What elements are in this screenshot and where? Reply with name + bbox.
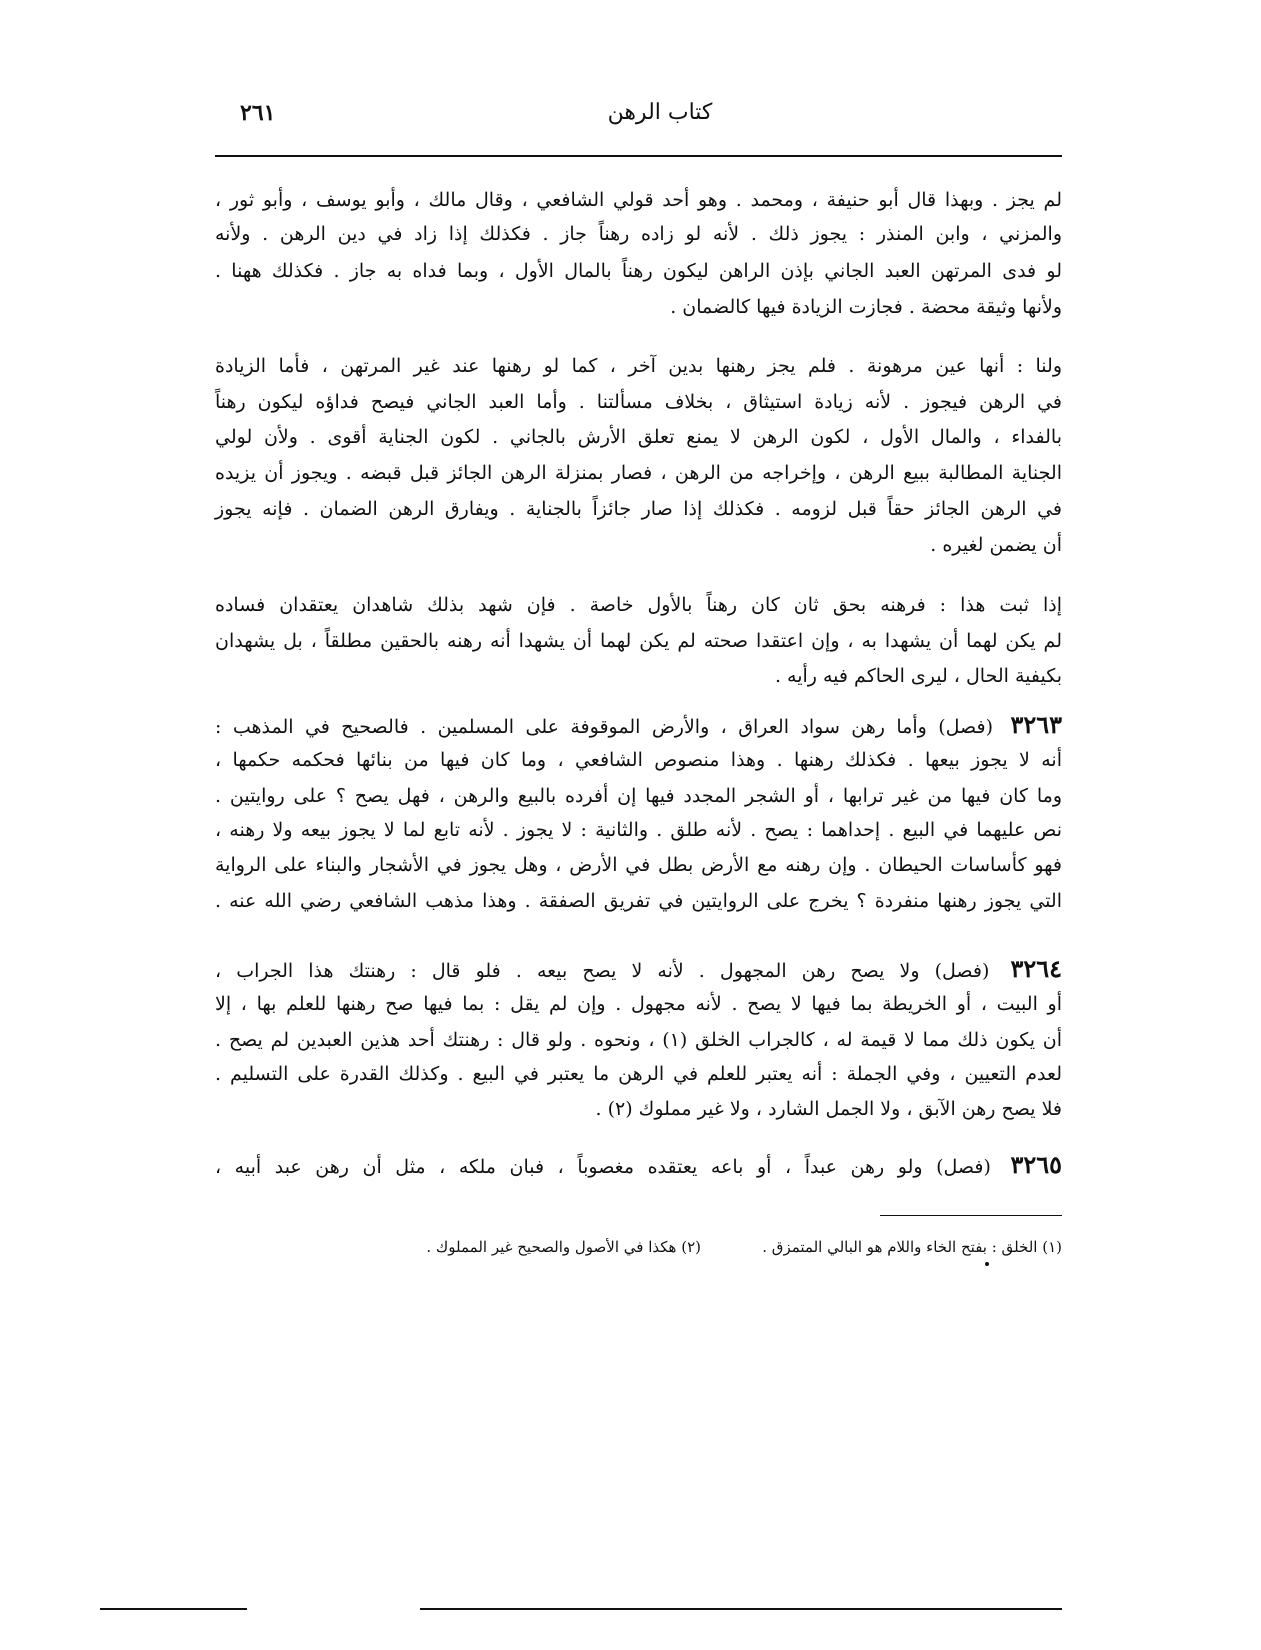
- bottom-rule-left: [100, 1608, 247, 1610]
- footnote-1: (١) الخلق : بفتح الخاء واللام هو البالي المتمزق .: [762, 1238, 1062, 1256]
- footnote-2: (٢) هكذا في الأصول والصحيح غير المملوك .: [426, 1238, 701, 1256]
- text-line: وما كان فيها من غير ترابها ، أو الشجر المجدد فيها إن أفرده بالبيع والرهن ، فهل يصح ؟ على روايتين .: [215, 785, 1062, 807]
- text-line: نص عليهما في البيع . إحداهما : يصح . لأنه طلق . والثانية : لا يجوز . لأنه تابع لما لا يجوز بيعه ولا رهنه ،: [215, 819, 1062, 841]
- text-line: والمزني ، وابن المنذر : يجوز ذلك . لأنه لو زاده رهناً جاز . فكذلك إذا زاد في دين الرهن . ولأنه: [215, 223, 1062, 245]
- text-line: أن يكون ذلك مما لا قيمة له ، كالجراب الخلق (١) ، ونحوه . ولو قال : رهنتك أحد هذين العبدين لم يصح .: [215, 1029, 1062, 1051]
- text-line: لم يكن لهما أن يشهدا به ، وإن اعتقدا صحته لم يكن لهما أن يشهدا أنه رهنه بالحقين مطلقاً ، بل يشهدان: [215, 630, 1062, 652]
- section-first-line: (فصل) ولو رهن عبداً ، أو باعه يعتقده مغصوباً ، فبان ملكه ، مثل أن رهن عبد أبيه ،: [215, 1156, 991, 1178]
- text-line: فلا يصح رهن الآبق ، ولا الجمل الشارد ، ولا غير مملوك (٢) .: [595, 1098, 1062, 1120]
- section-first-line: (فصل) ولا يصح رهن المجهول . لأنه لا يصح بيعه . فلو قال : رهنتك هذا الجراب ،: [215, 960, 990, 982]
- running-header-title: كتاب الرهن: [607, 100, 713, 125]
- text-line: بالفداء ، والمال الأول ، لكون الرهن لا يمنع تعلق الأرش بالجاني . لكون الجناية أقوى . ولأن لولي: [215, 426, 1062, 448]
- section-number: ٣٢٦٤: [1010, 954, 1062, 983]
- text-line: لعدم التعيين ، وفي الجملة : أنه يعتبر للعلم في الرهن ما يعتبر في البيع . وكذلك القدرة على التسليم .: [215, 1063, 1062, 1085]
- text-line: لو فدى المرتهن العبد الجاني بإذن الراهن ليكون رهناً بالمال الأول ، وبما فداه به جاز . فكذلك ههنا .: [215, 260, 1062, 282]
- section-first-line: (فصل) وأما رهن سواد العراق ، والأرض الموقوفة على المسلمين . فالصحيح في المذهب :: [215, 716, 994, 738]
- text-line: إذا ثبت هذا : فرهنه بحق ثان كان رهناً بالأول خاصة . فإن شهد بذلك شاهدان يعتقدان فساده: [215, 594, 1062, 616]
- text-line: الجناية المطالبة ببيع الرهن ، وإخراجه من الرهن ، فصار بمنزلة الرهن الجائز قبل قبضه . ويجوز أن يزيده: [215, 462, 1062, 484]
- text-line: ولأنها وثيقة محضة . فجازت الزيادة فيها كالضمان .: [670, 296, 1062, 318]
- section-number: ٣٢٦٣: [1010, 710, 1063, 739]
- page-number: ٢٦١: [240, 100, 276, 126]
- text-line: في الرهن فيجوز . لأنه زيادة استيثاق ، بخلاف مسألتنا . وأما العبد الجاني فيصح فداؤه ليكون رهناً: [215, 391, 1062, 413]
- scan-speck: [985, 1262, 989, 1266]
- footnote-rule: [880, 1215, 1062, 1216]
- text-line: التي يجوز رهنها منفردة ؟ يخرج على الروايتين في تفريق الصفقة . وهذا مذهب الشافعي رضي الله عنه .: [215, 890, 1062, 912]
- section-number: ٣٢٦٥: [1010, 1150, 1062, 1179]
- text-line: أن يضمن لغيره .: [930, 534, 1062, 556]
- text-line: أو البيت ، أو الخريطة بما فيها لا يصح . لأنه مجهول . وإن لم يقل : بما فيها صح رهنها للعلم بها ، إلا: [215, 993, 1062, 1015]
- text-line: [215, 956, 1062, 984]
- text-line: [215, 1152, 1062, 1180]
- text-line: بكيفية الحال ، ليرى الحاكم فيه رأيه .: [774, 665, 1062, 687]
- bottom-rule-right: [420, 1608, 1062, 1610]
- text-line: فهو كأساسات الحيطان . وإن رهنه مع الأرض بطل في الأرض ، وهل يجوز في الأشجار والبناء على الرواية: [215, 854, 1062, 876]
- text-line: ولنا : أنها عين مرهونة . فلم يجز رهنها بدين آخر ، كما لو رهنها عند غير المرتهن ، فأما الزيادة: [215, 355, 1062, 377]
- text-line: [215, 712, 1062, 740]
- text-line: في الرهن الجائز حقاً قبل لزومه . فكذلك إذا صار جائزاً بالجناية . ويفارق الرهن الضمان . فإنه يجوز: [215, 498, 1062, 520]
- header-rule: [215, 155, 1062, 157]
- text-line: لم يجز . وبهذا قال أبو حنيفة ، ومحمد . وهو أحد قولي الشافعي ، وقال مالك ، وأبو يوسف ، وأبو ثور ،: [215, 189, 1062, 211]
- text-line: أنه لا يجوز بيعها . فكذلك رهنها . وهذا منصوص الشافعي ، وما كان فيها من بنائها فحكمه حكمها ،: [215, 749, 1062, 771]
